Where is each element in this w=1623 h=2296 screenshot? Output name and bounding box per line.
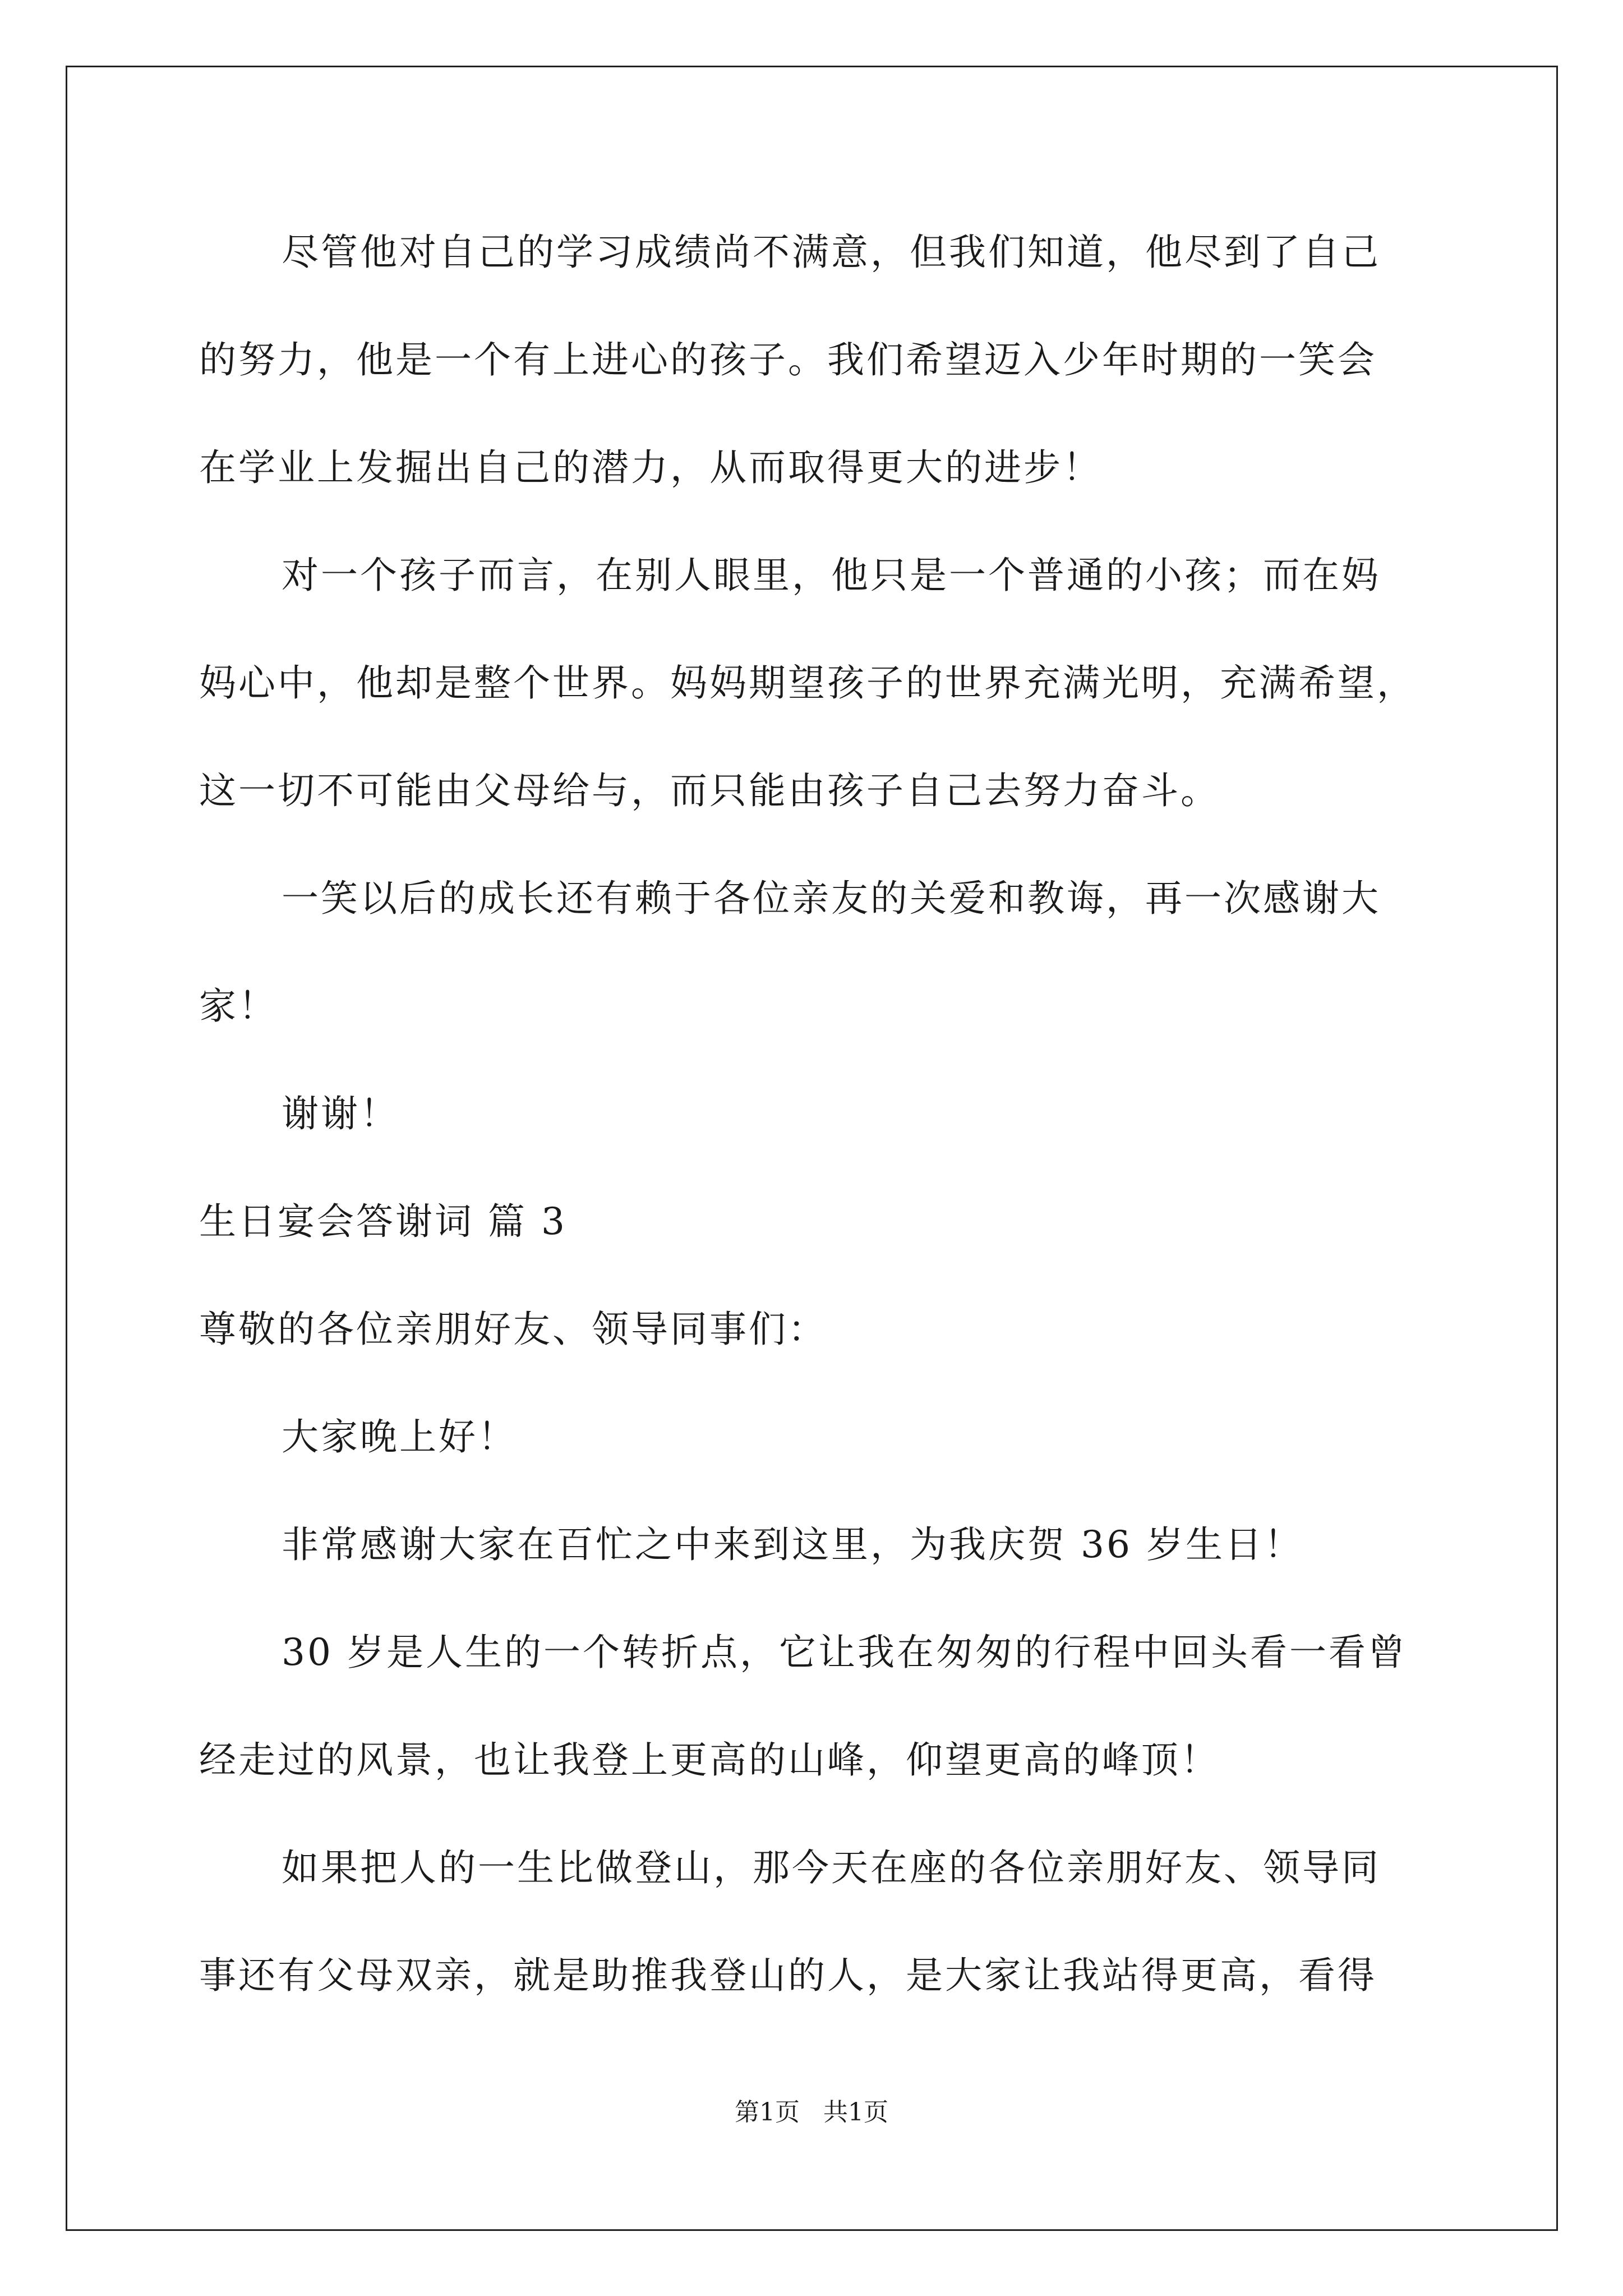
section-heading: 生日宴会答谢词 篇 3	[199, 1200, 567, 1243]
page-footer: 第1页 共1页	[735, 2098, 888, 2127]
body-line: 家！	[199, 984, 278, 1028]
page-border	[66, 66, 1558, 2231]
body-line: 在学业上发掘出自己的潜力，从而取得更大的进步！	[199, 446, 1102, 489]
body-line: 如果把人的一生比做登山，那今天在座的各位亲朋好友、领导同	[282, 1846, 1381, 1889]
body-line: 30 岁是人生的一个转折点，它让我在匆匆的行程中回头看一看曾	[282, 1631, 1407, 1674]
body-line: 这一切不可能由父母给与，而只能由孩子自己去努力奋斗。	[199, 769, 1220, 812]
body-line: 一笑以后的成长还有赖于各位亲友的关爱和教诲，再一次感谢大	[282, 877, 1381, 920]
body-line: 经走过的风景，也让我登上更高的山峰，仰望更高的峰顶！	[199, 1738, 1220, 1782]
body-line: 的努力，他是一个有上进心的孩子。我们希望迈入少年时期的一笑会	[199, 338, 1377, 381]
body-line: 对一个孩子而言，在别人眼里，他只是一个普通的小孩；而在妈	[282, 554, 1381, 597]
body-line: 非常感谢大家在百忙之中来到这里，为我庆贺 36 岁生日！	[282, 1523, 1303, 1566]
body-line: 谢谢！	[282, 1092, 399, 1135]
body-line: 尽管他对自己的学习成绩尚不满意，但我们知道，他尽到了自己	[282, 231, 1381, 274]
body-line: 事还有父母双亲，就是助推我登山的人，是大家让我站得更高，看得	[199, 1954, 1377, 1997]
salutation: 尊敬的各位亲朋好友、领导同事们：	[199, 1308, 827, 1351]
body-line: 大家晚上好！	[282, 1415, 517, 1458]
body-line: 妈心中，他却是整个世界。妈妈期望孩子的世界充满光明，充满希望，	[199, 661, 1416, 705]
